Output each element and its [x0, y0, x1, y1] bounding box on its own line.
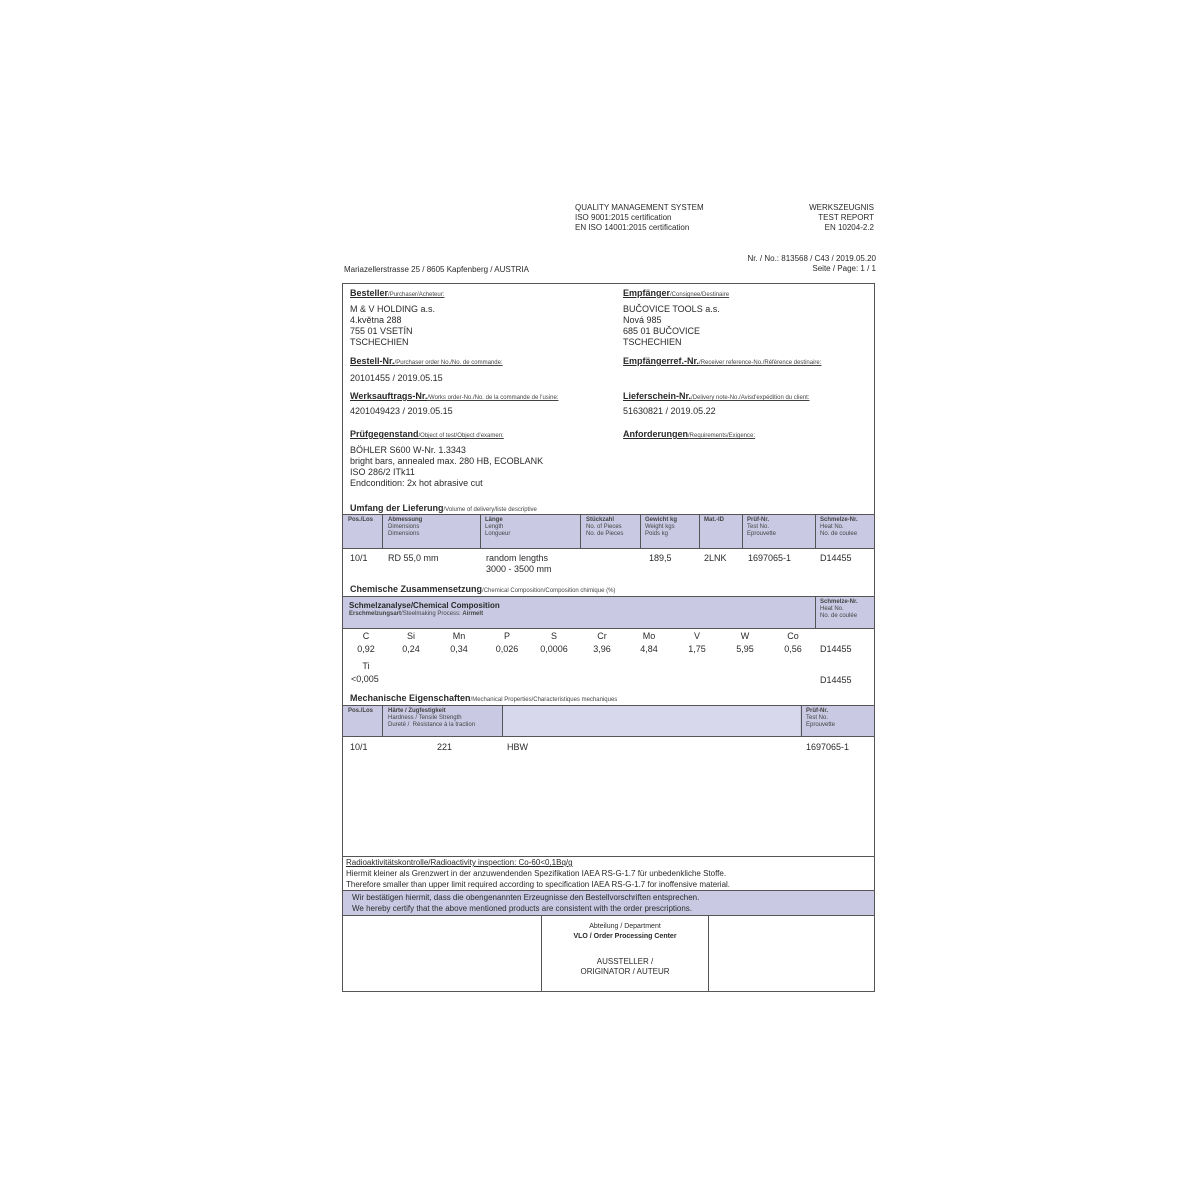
address-line: M & V HOLDING a.s.: [350, 304, 436, 314]
radioactivity-de: Hiermit kleiner als Grenzwert in der anzuwendenden Spezifikation IAEA RS-G-1.7 für unbedenkliche Stoffe.: [346, 869, 727, 878]
mech-header-test-no: Prüf-Nr. Test No. Eprouvette: [806, 708, 836, 728]
sender-address: Mariazellerstrasse 25 / 8605 Kapfenberg / AUSTRIA: [344, 265, 529, 274]
element-symbol: Cr: [597, 631, 607, 641]
department-label: Abteilung / Department: [589, 923, 661, 930]
radioactivity-title: Radioaktivitätskontrolle/Radioactivity inspection: Co-60<0,1Bq/g: [346, 858, 573, 867]
mechanical-heading: Mechanische Eigenschaften/Mechanical Properties/Characteristiques mechaniques: [350, 693, 618, 703]
consignee-heading: Empfänger/Consignee/Destinaire: [623, 288, 730, 298]
chemical-band-title: Schmelzanalyse/Chemical Composition: [349, 601, 500, 610]
page-indicator: Seite / Page: 1 / 1: [812, 264, 876, 273]
report-type-block: [770, 203, 874, 233]
report-number: Nr. / No.: 813568 / C43 / 2019.05.20: [747, 254, 876, 263]
report-type-line: EN 10204-2.2: [824, 223, 874, 232]
report-type-line: TEST REPORT: [818, 213, 874, 222]
column-divider: [382, 706, 383, 736]
buyer-heading: Besteller/Purchaser/Acheteur:: [350, 288, 445, 298]
element-symbol: S: [550, 631, 557, 641]
col-header-dimension: Abmessung Dimensions Dimensions: [388, 517, 423, 537]
column-divider: [699, 515, 700, 548]
element-value: 0,026: [495, 644, 519, 654]
originator-line-2: ORIGINATOR / AUTEUR: [580, 967, 670, 976]
requirements-heading: Anforderungen/Requirements/Exigence:: [623, 429, 756, 439]
mech-test-no: 1697065-1: [806, 742, 850, 752]
column-divider: [801, 706, 802, 736]
originator-line-1: AUSSTELLER /: [596, 957, 654, 966]
delivery-pos: 10/1: [350, 553, 368, 563]
element-symbol: Si: [406, 631, 415, 641]
certification-de: Wir bestätigen hiermit, dass die obengenannten Erzeugnisse den Bestellvorschriften entsprechen.: [352, 893, 700, 902]
receiver-ref-heading: Empfängerref.-Nr./Receiver reference-No./Référence destinaire:: [623, 356, 822, 366]
column-divider: [742, 515, 743, 548]
mech-header-hardness: Härte / Zugfestigkeit Hardness / Tensile Strength Dureté / Résistance à la traction: [388, 708, 476, 728]
delivery-weight: 189,5: [649, 553, 672, 563]
mech-hardness-value: 221: [437, 742, 453, 752]
delivery-length: random lengths 3000 - 3500 mm: [486, 553, 552, 574]
delivery-test-no: 1697065-1: [748, 553, 792, 563]
works-order-heading: Werksauftrags-Nr./Works order-No./No. de la commande de l'usine:: [350, 391, 559, 401]
element-symbol: P: [503, 631, 510, 641]
address-line: 755 01 VSETÍN: [350, 326, 413, 336]
consignee-address: [623, 304, 720, 348]
mech-hardness-unit: HBW: [507, 742, 528, 752]
delivery-heat-no: D14455: [820, 553, 852, 563]
mech-header-pos: Pos./Los: [348, 708, 374, 714]
test-object-heading: Prüfgegenstand/Object of test/Object d'examen:: [350, 429, 504, 439]
column-divider: [640, 515, 641, 548]
address-line: Nová 985: [623, 315, 662, 325]
radioactivity-en: Therefore smaller than upper limit required according to specification IAEA RS-G-1.7 for inoffensive material.: [346, 880, 731, 889]
col-header-test-no: Prüf-Nr. Test No. Eprouvette: [747, 517, 777, 537]
address-line: 4.května 288: [350, 315, 402, 325]
works-order-number: 4201049423 / 2019.05.15: [350, 406, 453, 416]
steelmaking-process: Erschmelzungsart/Steelmaking Process: Airmelt: [349, 611, 484, 617]
element-value: 0,34: [450, 644, 468, 654]
element-value: <0,005: [351, 674, 379, 684]
element-symbol: W: [740, 631, 750, 641]
col-header-mat-id: Mat.-ID: [704, 517, 724, 523]
element-symbol: C: [362, 631, 370, 641]
qms-line: ISO 9001:2015 certification: [575, 213, 672, 222]
element-value: 0,24: [402, 644, 420, 654]
element-symbol: Mn: [452, 631, 466, 641]
address-line: BUČOVICE TOOLS a.s.: [623, 304, 720, 314]
element-value: 0,92: [357, 644, 375, 654]
section-divider: [343, 856, 874, 857]
element-value: 1,75: [688, 644, 706, 654]
mech-header-blank: [503, 706, 800, 736]
mechanical-header-band: [343, 705, 874, 737]
delivery-heading: Umfang der Lieferung/Volume of delivery/liste descriptive: [350, 503, 537, 513]
certification-band: [343, 890, 874, 916]
chemical-heading: Chemische Zusammensetzung/Chemical Composition/Composition chimique (%): [350, 584, 616, 594]
order-number: 20101455 / 2019.05.15: [350, 373, 443, 383]
element-symbol: V: [693, 631, 700, 641]
delivery-header-band: [343, 514, 874, 549]
delivery-mat-id: 2LNK: [704, 553, 727, 563]
col-header-length: Länge Length Longueur: [485, 517, 511, 537]
chemical-heat-no: D14455: [820, 644, 852, 654]
description-line: BÖHLER S600 W-Nr. 1.3343: [350, 445, 466, 455]
department-value: VLO / Order Processing Center: [573, 933, 677, 940]
col-header-pieces: Stückzahl No. of Pieces No. de Pieces: [586, 517, 624, 537]
delivery-note-number: 51630821 / 2019.05.22: [623, 406, 716, 416]
address-line: 685 01 BUČOVICE: [623, 326, 701, 336]
description-line: bright bars, annealed max. 280 HB, ECOBLANK: [350, 456, 544, 466]
footer-divider: [708, 916, 709, 992]
column-divider: [580, 515, 581, 548]
description-line: ISO 286/2 ITk11: [350, 467, 415, 477]
mech-pos: 10/1: [350, 742, 368, 752]
qms-line: EN ISO 14001:2015 certification: [575, 223, 690, 232]
address-line: TSCHECHIEN: [623, 337, 682, 347]
column-divider: [815, 515, 816, 548]
element-value: 0,0006: [540, 644, 568, 654]
description-line: Endcondition: 2x hot abrasive cut: [350, 478, 483, 488]
element-symbol: Co: [787, 631, 799, 641]
qms-block: [575, 203, 704, 233]
chemical-heat-no: D14455: [820, 675, 852, 685]
buyer-address: [350, 304, 435, 348]
report-type-line: WERKSZEUGNIS: [809, 203, 874, 212]
element-value: 0,56: [784, 644, 802, 654]
delivery-dimension: RD 55,0 mm: [388, 553, 439, 563]
order-heading: Bestell-Nr./Purchaser order No./No. de commande:: [350, 356, 503, 366]
chemical-heat-header: Schmelze-Nr. Heat No. No. de coulée: [820, 599, 858, 619]
col-header-pos: Pos./Los: [348, 517, 374, 523]
delivery-note-heading: Lieferschein-Nr./Delivery note-No./Avisd'expédition du client:: [623, 391, 810, 401]
address-line: TSCHECHIEN: [350, 337, 409, 347]
qms-line: QUALITY MANAGEMENT SYSTEM: [575, 203, 704, 212]
chemical-header-band: [343, 596, 874, 629]
column-divider: [815, 597, 816, 628]
report-number-block: [700, 254, 876, 274]
element-value: 3,96: [593, 644, 611, 654]
column-divider: [480, 515, 481, 548]
element-symbol: Mo: [642, 631, 656, 641]
certification-en: We hereby certify that the above mentioned products are consistent with the order prescriptions.: [352, 904, 693, 913]
element-value: 5,95: [736, 644, 754, 654]
test-object-description: [350, 445, 543, 489]
column-divider: [382, 515, 383, 548]
element-symbol: Ti: [362, 661, 370, 671]
col-header-weight: Gewicht kg Weight kgs Poids kg: [645, 517, 678, 537]
col-header-heat-no: Schmelze-Nr. Heat No. No. de coulee: [820, 517, 858, 537]
element-value: 4,84: [640, 644, 658, 654]
